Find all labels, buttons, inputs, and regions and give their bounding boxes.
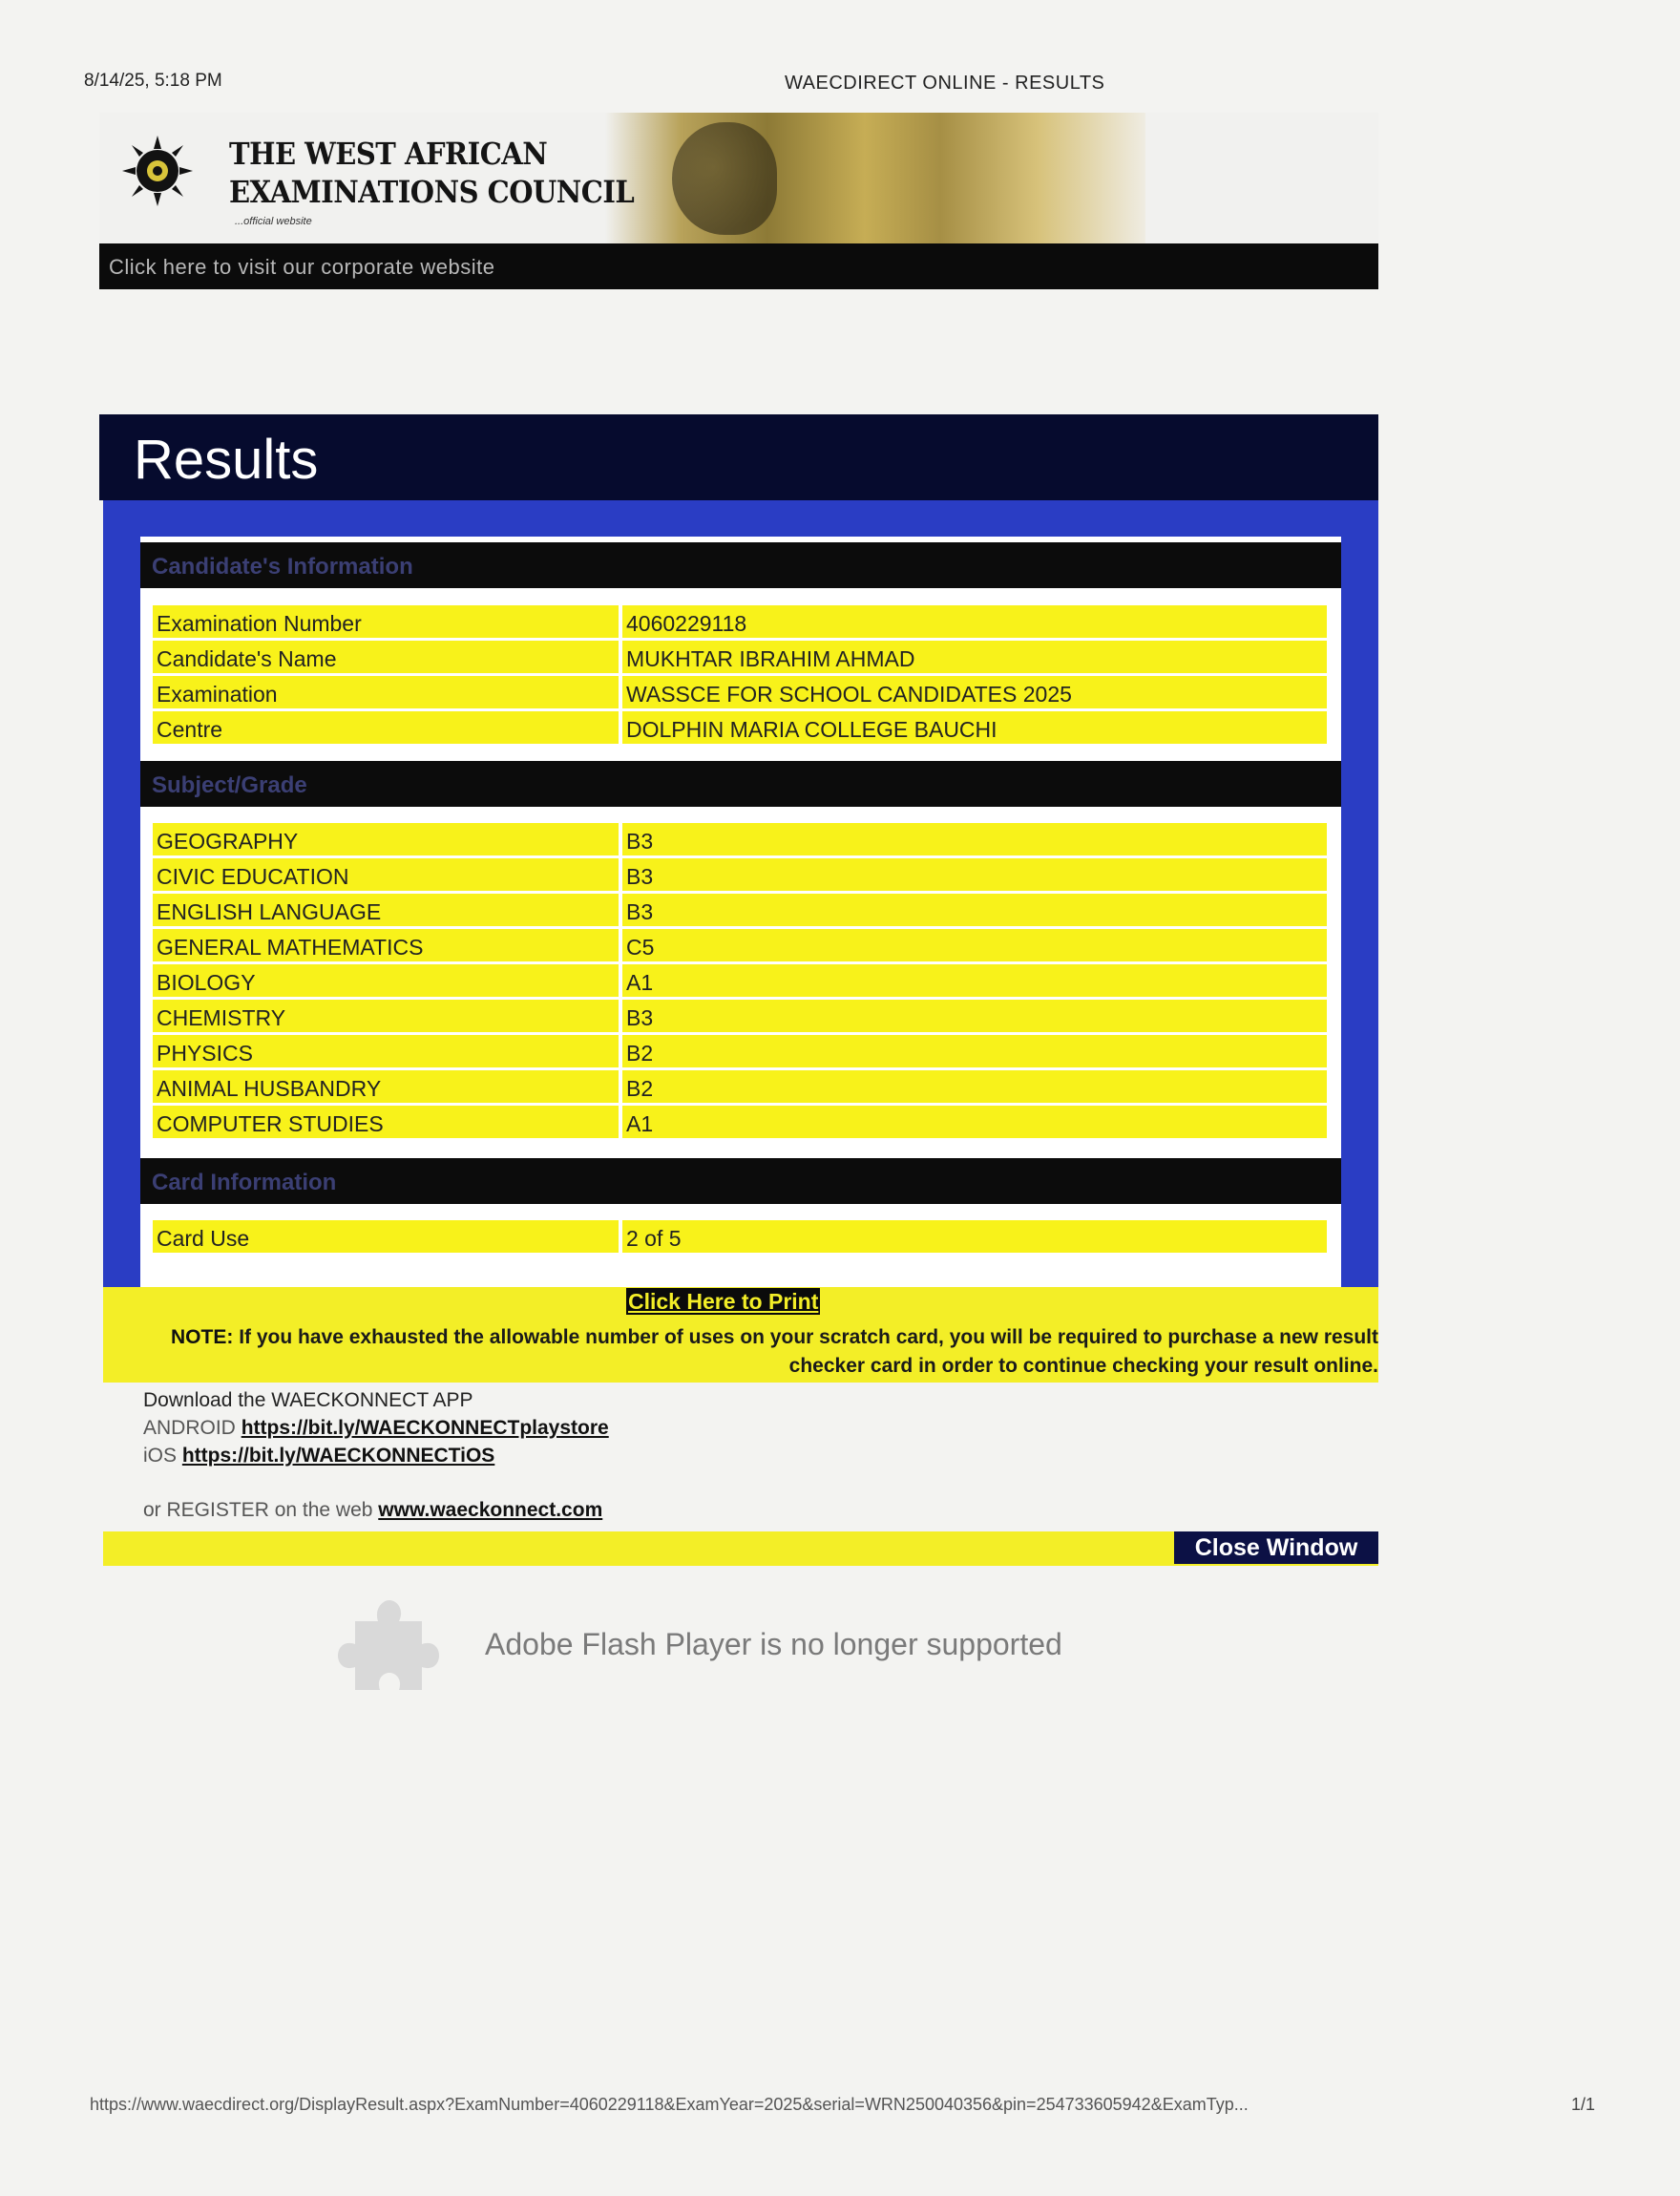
register-text: or REGISTER on the web [143,1499,373,1521]
subject-row [153,823,1327,855]
org-name-line2: EXAMINATIONS COUNCIL [229,174,635,210]
corporate-website-link[interactable]: Click here to visit our corporate website [109,255,495,279]
subject-row [153,1106,1327,1138]
row-value: WASSCE FOR SCHOOL CANDIDATES 2025 [626,682,1072,707]
waec-logo-icon [120,134,195,208]
subject-grade: B2 [626,1041,654,1066]
subject-row [153,1035,1327,1067]
row-label: Candidate's Name [157,646,337,671]
column-divider [619,1035,622,1067]
subject-grade: B3 [626,899,654,924]
close-window-button[interactable]: Close Window [1174,1531,1378,1564]
results-header [99,414,1378,500]
row-value: MUKHTAR IBRAHIM AHMAD [626,646,915,671]
subject-name: COMPUTER STUDIES [157,1111,384,1136]
subject-name: ENGLISH LANGUAGE [157,899,382,924]
print-footer-url: https://www.waecdirect.org/DisplayResult.aspx?ExamNumber=4060229118&ExamYear=2025&serial=WRN250040356&pin=254733605942&ExamTyp... [90,2095,1249,2114]
candidate-row-centre [153,711,1327,744]
waec-banner [99,113,1378,244]
subject-row [153,1070,1327,1103]
ios-label: iOS [143,1445,178,1467]
print-link[interactable]: Click Here to Print [628,1289,819,1314]
column-divider [619,605,622,638]
print-date: 8/14/25, 5:18 PM [84,71,222,91]
print-footer-page: 1/1 [1571,2095,1596,2114]
puzzle-piece-icon [336,1593,441,1698]
subject-name: GENERAL MATHEMATICS [157,935,424,960]
register-link[interactable]: www.waeckonnect.com [378,1499,603,1521]
candidate-row-examination [153,676,1327,708]
column-divider [619,1000,622,1032]
column-divider [619,894,622,926]
subject-grade: B3 [626,864,654,889]
candidate-row-exam-number [153,605,1327,638]
app-download-block [143,1386,609,1469]
page-title: Results [134,429,319,491]
row-label: Examination [157,682,278,707]
column-divider [619,1106,622,1138]
android-label: ANDROID [143,1417,236,1439]
row-value: 4060229118 [626,611,747,636]
subject-grade: A1 [626,1111,654,1136]
subject-row [153,929,1327,961]
subject-grade: A1 [626,970,654,995]
card-use-row [153,1220,1327,1253]
column-divider [619,711,622,744]
subject-row [153,858,1327,891]
subject-grade: B2 [626,1076,654,1101]
row-label: Examination Number [157,611,362,636]
row-value: 2 of 5 [626,1226,682,1251]
subject-row [153,964,1327,997]
subject-grade: B3 [626,829,654,854]
note-label: NOTE: [171,1326,234,1348]
row-label: Centre [157,717,223,742]
row-value: DOLPHIN MARIA COLLEGE BAUCHI [626,717,998,742]
android-app-link[interactable]: https://bit.ly/WAECKONNECTplaystore [241,1417,609,1439]
subject-grade-header [140,761,1341,807]
column-divider [619,676,622,708]
column-divider [619,823,622,855]
note-text: If you have exhausted the allowable number of uses on your scratch card, you will be required to purchase a new result checker card in order to continue checking your result online. [239,1326,1378,1377]
subject-grade: B3 [626,1005,654,1030]
section-title: Candidate's Information [152,554,413,580]
app-download-heading: Download the WAECKONNECT APP [143,1389,473,1411]
section-title: Card Information [152,1170,337,1195]
print-header [0,71,1680,99]
subject-name: GEOGRAPHY [157,829,299,854]
banner-photo [605,113,1145,244]
org-tagline: ...official website [235,216,312,227]
row-label: Card Use [157,1226,250,1251]
section-title: Subject/Grade [152,772,307,798]
column-divider [619,1220,622,1253]
org-name-line1: THE WEST AFRICAN [229,136,548,172]
subject-name: CHEMISTRY [157,1005,286,1030]
corporate-link-bar [99,243,1378,289]
register-line [143,1499,602,1522]
candidate-row-name [153,641,1327,673]
subject-name: CIVIC EDUCATION [157,864,349,889]
scratch-card-note [115,1323,1378,1381]
column-divider [619,929,622,961]
column-divider [619,858,622,891]
subject-row [153,1000,1327,1032]
column-divider [619,641,622,673]
subject-name: PHYSICS [157,1041,253,1066]
ios-app-link[interactable]: https://bit.ly/WAECKONNECTiOS [181,1445,495,1467]
subject-name: BIOLOGY [157,970,256,995]
subject-grade: C5 [626,935,655,960]
print-page-title: WAECDIRECT ONLINE - RESULTS [785,73,1105,94]
subject-row [153,894,1327,926]
subject-name: ANIMAL HUSBANDRY [157,1076,382,1101]
candidate-info-header [140,542,1341,588]
flash-unsupported-message: Adobe Flash Player is no longer supported [485,1627,1062,1661]
card-info-header [140,1158,1341,1204]
column-divider [619,964,622,997]
column-divider [619,1070,622,1103]
